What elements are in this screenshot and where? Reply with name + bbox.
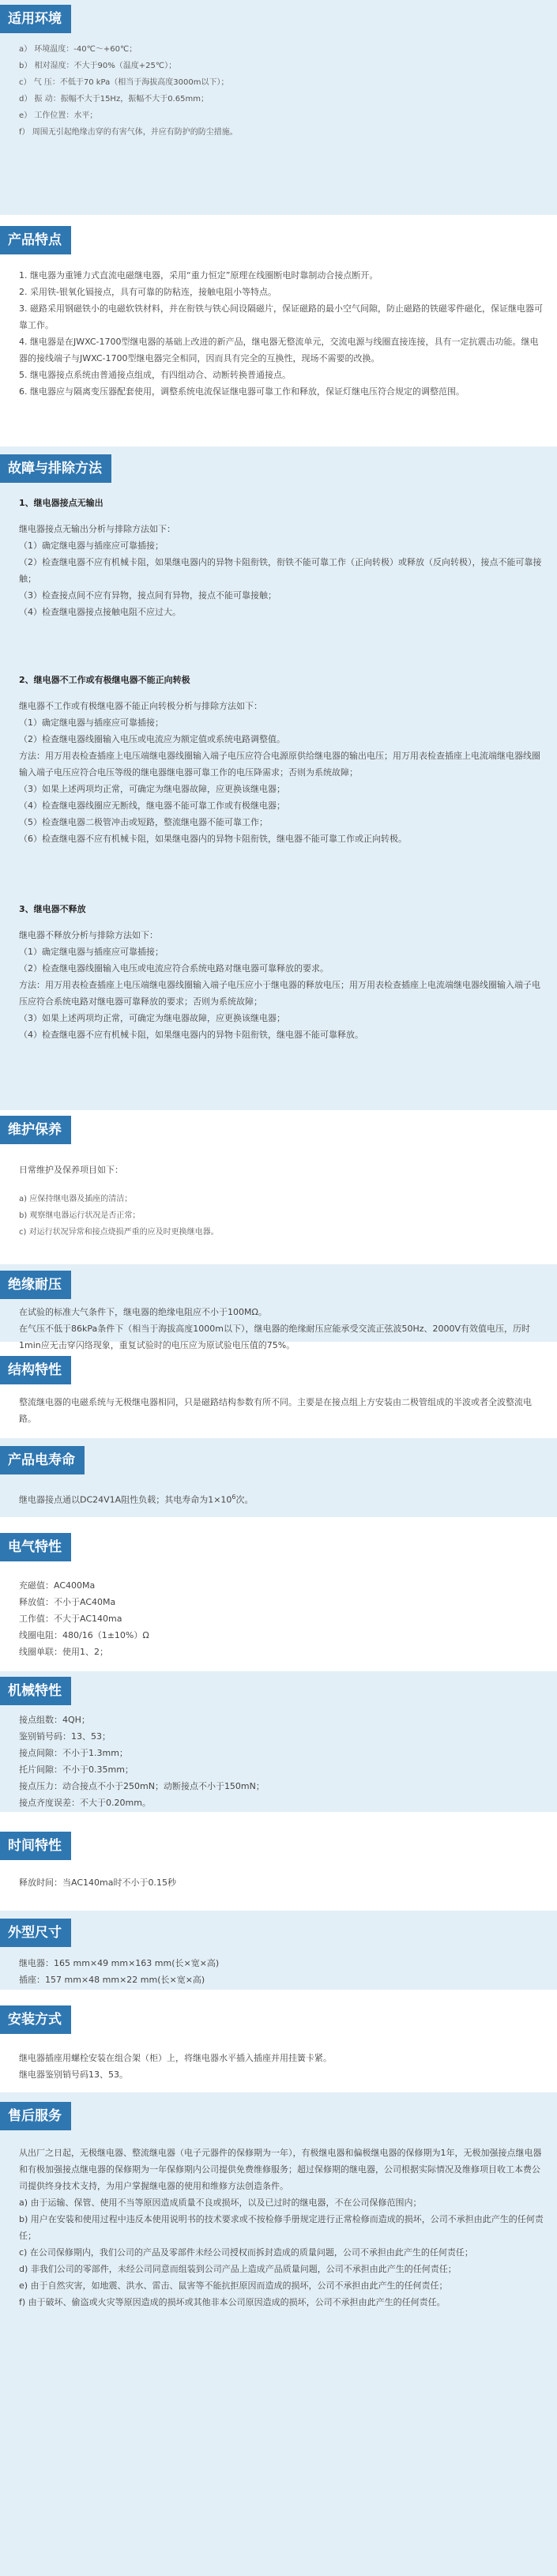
install-line: 继电器插座用螺栓安装在组合架（柜）上，将继电器水平插入插座并用挂簧卡紧。 bbox=[19, 2053, 332, 2063]
maint-item: b) 观察继电器运行状况是否正常； bbox=[19, 1211, 141, 1220]
fault-line: 方法：用万用表检查插座上电压端继电器线圈输入端子电压应符合电源原供给继电器的输出电压；用万用表检查插座上电流端继电器线圈输入端子电压应符合电压等级的继电器继电器可靠工作的电压降需求；否则为系统故障； bbox=[19, 751, 540, 778]
service-item: a) 由于运输、保管、使用不当等原因造成质量不良或损坏，以及已过时的继电器，不在公司保修范围内； bbox=[19, 2198, 422, 2208]
service-item: b) 用户在安装和使用过程中违反本使用说明书的技术要求或不按检修手册规定进行正常检修而造成的损坏，公司不承担由此产生的任何责任； bbox=[19, 2214, 544, 2241]
elec-line: 线圈单联：使用1、2； bbox=[19, 1647, 108, 1657]
timing-title: 时间特性 bbox=[0, 1832, 71, 1860]
service-item: e) 由于自然灾害，如地震、洪水、雷击、鼠害等不能抗拒原因而造成的损坏，公司不承担由此产生的任何责任； bbox=[19, 2280, 448, 2291]
life-title: 产品电寿命 bbox=[0, 1446, 85, 1474]
feature-item: 1. 继电器为重锤力式直流电磁继电器，采用“重力恒定”原理在线圈断电时靠制动合接点断开。 bbox=[19, 270, 378, 281]
feature-item: 2. 采用铁-银氧化镉接点，具有可靠的防粘连，接触电阻小等特点。 bbox=[19, 287, 277, 297]
maint-list bbox=[19, 1162, 544, 1241]
install-list bbox=[19, 2050, 544, 2083]
env-item: a） 环境温度：-40℃～+60℃； bbox=[19, 45, 137, 54]
elec-line: 释放值：不小于AC40Ma bbox=[19, 1597, 116, 1607]
feature-item: 6. 继电器应与隔离变压器配套使用，调整系统电流保证继电器可靠工作和释放，保证灯继电压符合规定的调整范围。 bbox=[19, 386, 465, 397]
service-list bbox=[19, 2145, 544, 2310]
fault-line: （6）检查继电器不应有机械卡阻，如果继电器内的异物卡阻衔铁，继电器不能可靠工作或正向转极。 bbox=[19, 834, 407, 844]
timing-text: 释放时间：当AC140ma时不小于0.15秒 bbox=[19, 1877, 176, 1888]
struct-text: 整流继电器的电磁系统与无极继电器相同，只是磁路结构参数有所不同。主要是在接点组上方安装由二极管组成的半波或者全波整流电路。 bbox=[19, 1397, 532, 1424]
dims-title: 外型尺寸 bbox=[0, 1919, 71, 1947]
install-line: 继电器鉴别销号码13、53。 bbox=[19, 2069, 128, 2080]
fault-line: （4）检查继电器线圈应无断线，继电器不能可靠工作或有极继电器； bbox=[19, 800, 285, 811]
insul-line: 在气压不低于86kPa条件下（相当于海拔高度1000m以下），继电器的绝缘耐压应能承受交流正弦波50Hz、2000V有效值电压，历时1min应无击穿闪络现象，重复试验时的电压应为原试验电压值的75%。 bbox=[19, 1324, 531, 1350]
env-item: c） 气 压：不低于70 kPa（相当于海拔高度3000m以下）； bbox=[19, 78, 229, 87]
fault-line: （4）检查继电器接点接触电阻不应过大。 bbox=[19, 607, 181, 617]
elec-line: 线圈电阻：480/16（1±10%）Ω bbox=[19, 1630, 149, 1640]
mech-line: 托片间隙：不小于0.35mm； bbox=[19, 1764, 134, 1775]
maint-item: a) 应保持继电器及插座的清洁； bbox=[19, 1195, 133, 1203]
service-item: c) 在公司保修期内，我们公司的产品及零部件未经公司授权而拆封造成的质量问题，公司不承担由此产生的任何责任； bbox=[19, 2247, 473, 2258]
maint-title: 维护保养 bbox=[0, 1116, 71, 1144]
dims-line: 继电器：165 mm×49 mm×163 mm(长×宽×高) bbox=[19, 1958, 220, 1968]
fault-line: （1）确定继电器与插座应可靠插接； bbox=[19, 717, 164, 728]
mech-line: 接点间隙：不小于1.3mm； bbox=[19, 1748, 128, 1758]
env-item: f） 周围无引起绝缘击穿的有害气体，并应有防护的防尘措施。 bbox=[19, 128, 238, 137]
fault-line: （4）检查继电器不应有机械卡阻，如果继电器内的异物卡阻衔铁，继电器不能可靠释放。 bbox=[19, 1030, 363, 1040]
fault-line: （1）确定继电器与插座应可靠插接； bbox=[19, 540, 164, 551]
fault-s3-heading: 3、继电器不释放 bbox=[19, 904, 86, 914]
life-body bbox=[19, 1489, 544, 1508]
insul-line: 在试验的标准大气条件下，继电器的绝缘电阻应不小于100MΩ。 bbox=[19, 1307, 267, 1317]
struct-title: 结构特性 bbox=[0, 1356, 71, 1384]
env-title: 适用环境 bbox=[0, 5, 71, 33]
feature-item: 3. 磁路采用钢磁铁小的电磁软铁材料，并在衔铁与铁心间设隔磁片，保证磁路的最小空气间隙，防止磁路的铁磁零件磁化，保证继电器可靠工作。 bbox=[19, 303, 543, 330]
fault-title: 故障与排除方法 bbox=[0, 454, 111, 483]
maint-item: c) 对运行状况异常和接点烧损严重的应及时更换继电器。 bbox=[19, 1228, 219, 1237]
fault-s1 bbox=[19, 495, 544, 620]
fault-line: 继电器接点无输出分析与排除方法如下： bbox=[19, 524, 175, 534]
dims-line: 插座：157 mm×48 mm×22 mm(长×宽×高) bbox=[19, 1975, 205, 1985]
fault-s2 bbox=[19, 672, 544, 847]
fault-line: （5）检查继电器二极管冲击或短路，整流继电器不能可靠工作； bbox=[19, 817, 268, 827]
elec-title: 电气特性 bbox=[0, 1533, 71, 1561]
fault-line: （1）确定继电器与插座应可靠插接； bbox=[19, 947, 164, 957]
life-text: 继电器接点通以DC24V1A阻性负载；其电寿命为$1\times 10^6$次。 bbox=[19, 1493, 254, 1505]
mech-line: 接点压力：动合接点不小于250mN；动断接点不小于150mN； bbox=[19, 1781, 265, 1791]
service-item: f) 由于破坏、偷盗或火灾等原因造成的损坏或其他非本公司原因造成的损坏，公司不承担由此产生的任何责任。 bbox=[19, 2297, 446, 2307]
mech-title: 机械特性 bbox=[0, 1677, 71, 1705]
env-item: d） 振 动：振幅不大于15Hz，振幅不大于0.65mm； bbox=[19, 95, 209, 104]
env-item: b） 相对湿度：不大于90%（温度+25℃）； bbox=[19, 62, 177, 70]
service-title: 售后服务 bbox=[0, 2102, 71, 2130]
fault-line: （2）检查继电器不应有机械卡阻，如果继电器内的异物卡阻衔铁，衔铁不能可靠工作（正向转极）或释放（反向转极），接点不能可靠接触； bbox=[19, 557, 542, 584]
feature-item: 5. 继电器接点系统由普通接点组成，有四组动合、动断转换普通接点。 bbox=[19, 370, 291, 380]
fault-line: （3）检查接点间不应有异物，接点间有异物，接点不能可靠接触； bbox=[19, 590, 277, 601]
env-list bbox=[19, 41, 544, 141]
feature-item: 4. 继电器是在JWXC-1700型继电器的基础上改进的新产品，继电器无整流单元，交流电源与线圈直接连接，具有一定抗震击功能。继电器的接线端子与JWXC-1700型继电器完全相同，因而具有完全的互换性，现场不需要的改换。 bbox=[19, 337, 539, 363]
mech-line: 接点齐度误差：不大于0.20mm。 bbox=[19, 1798, 151, 1808]
maint-intro: 日常维护及保养项目如下： bbox=[19, 1165, 123, 1175]
fault-line: 继电器不释放分析与排除方法如下： bbox=[19, 930, 158, 940]
fault-line: （3）如果上述两项均正常，可确定为继电器故障，应更换该继电器； bbox=[19, 1013, 285, 1023]
fault-line: （2）检查继电器线圈输入电压或电流应为额定值或系统电路调整值。 bbox=[19, 734, 285, 744]
elec-line: 充磁值：AC400Ma bbox=[19, 1580, 96, 1591]
service-intro: 从出厂之日起，无极继电器、整流继电器（电子元器件的保修期为一年），有极继电器和偏极继电器的保修期为1年，无极加强接点继电器和有极加强接点继电器的保修期为一年保修期内公司提供免费维修服务；超过保修期的继电器，公司根据实际情况及维修项目收工本费公司提供终身技术支持，为用户掌握继电器的使用和维修方法创造条件。 bbox=[19, 2148, 542, 2191]
mech-line: 接点组数：4QH； bbox=[19, 1715, 90, 1725]
install-title: 安装方式 bbox=[0, 2005, 71, 2034]
insul-list bbox=[19, 1304, 544, 1354]
features-list bbox=[19, 267, 544, 400]
dims-list bbox=[19, 1955, 544, 1988]
fault-line: 继电器不工作或有极继电器不能正向转极分析与排除方法如下： bbox=[19, 701, 262, 711]
env-item: e） 工作位置：水平； bbox=[19, 111, 98, 120]
fault-line: 方法：用万用表检查插座上电压端继电器线圈输入端子电压应小于继电器的释放电压；用万用表检查插座上电流端继电器线圈输入端子电压应符合系统电路对继电器可靠释放的要求；否则为系统故障； bbox=[19, 980, 540, 1007]
elec-line: 工作值：不大于AC140ma bbox=[19, 1614, 122, 1624]
fault-line: （3）如果上述两项均正常，可确定为继电器故障，应更换该继电器； bbox=[19, 784, 285, 794]
timing-body bbox=[19, 1874, 544, 1891]
features-title: 产品特点 bbox=[0, 226, 71, 254]
fault-s2-heading: 2、继电器不工作或有极继电器不能正向转极 bbox=[19, 675, 190, 685]
mech-line: 鉴别销号码：13、53； bbox=[19, 1731, 111, 1742]
elec-list bbox=[19, 1577, 544, 1660]
insul-title: 绝缘耐压 bbox=[0, 1271, 71, 1299]
service-item: d) 非我们公司的零部件，未经公司同意而组装到公司产品上造成产品质量问题，公司不承担由此产生的任何责任； bbox=[19, 2264, 457, 2274]
fault-line: （2）检查继电器线圈输入电压或电流应符合系统电路对继电器可靠释放的要求。 bbox=[19, 963, 329, 974]
mech-list bbox=[19, 1712, 544, 1811]
fault-s3 bbox=[19, 901, 544, 1043]
fault-s1-heading: 1、继电器接点无输出 bbox=[19, 498, 103, 508]
struct-body bbox=[19, 1394, 544, 1427]
